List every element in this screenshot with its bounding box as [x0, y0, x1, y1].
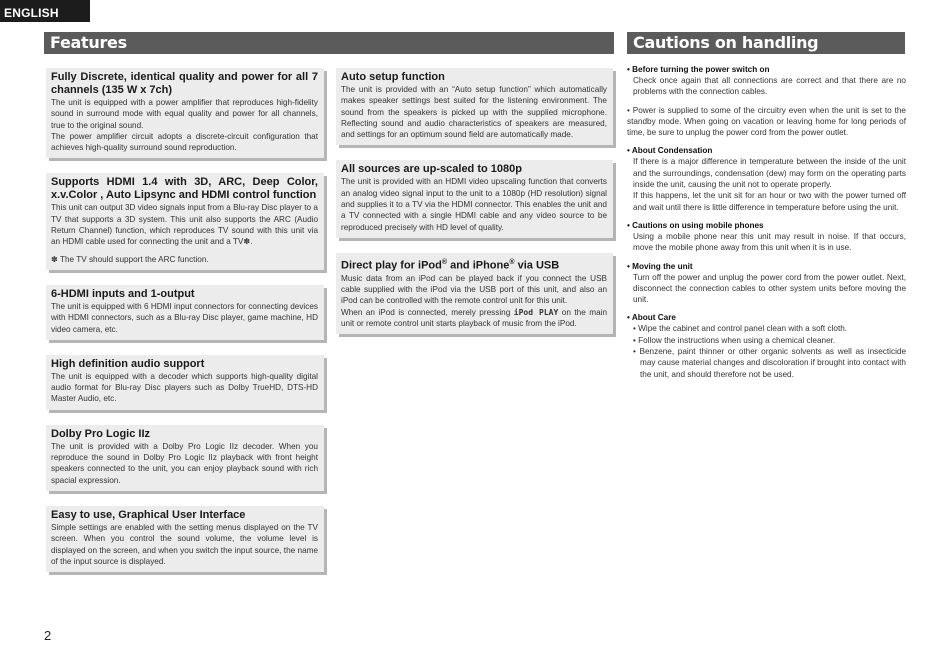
feature-title: High definition audio support [51, 357, 205, 370]
caution-care [627, 312, 906, 379]
feature-body: When an iPod is connected, merely pressing iPod PLAY on the main unit or remote control unit starts playback of music from the iPod. [341, 307, 607, 328]
cautions-column [627, 64, 906, 387]
feature-box-prologic [46, 425, 324, 491]
caution-mobile-phones [627, 220, 906, 254]
caution-body: Using a mobile phone near this unit may result in noise. If that occurs, move the mobile phone away from this unit when it is in use. [633, 231, 906, 253]
feature-body: Simple settings are enabled with the setting menus displayed on the TV screen. When you control the sound volume, the volume level is displayed on the screen, and when you switch the input source, the name of the input source is displayed. [51, 522, 318, 566]
feature-body: This unit can output 3D video signals input from a Blu-ray Disc player to a TV that supports a 3D system. This unit also supports the ARC (Audio Return Channel) function, which reproduces TV sound with this unit via an HDMI cable used for connecting the unit and a TV✽. [51, 203, 318, 247]
feature-body: The unit is provided with a Dolby Pro Logic IIz decoder. When you reproduce the sound in Dolby Pro Logic IIz playback with front height speakers connected to the unit, you can enjoy playback sound with rich spacial expression. [51, 441, 318, 485]
caution-title: • Moving the unit [627, 261, 693, 271]
caution-body: If there is a major difference in temperature between the inside of the unit and the surroundings, condensation (dew) may form on the operating parts inside the unit, causing the unit not to operate properly. [633, 157, 906, 190]
features-column-left [46, 68, 324, 587]
caution-standby [627, 105, 906, 139]
feature-title: Supports HDMI 1.4 with 3D, ARC, Deep Color, x.v.Color , Auto Lipsync and HDMI control function [51, 176, 318, 202]
feature-title: Dolby Pro Logic IIz [51, 427, 151, 440]
feature-box-upscale [336, 160, 613, 237]
caution-body: If this happens, let the unit sit for an hour or two with the power turned off and wait until there is little difference in temperature before using the unit. [633, 191, 906, 212]
feature-box-hdmi-io [46, 285, 324, 340]
caution-title: • About Condensation [627, 146, 713, 156]
feature-box-hdmi14 [46, 173, 324, 269]
feature-title: Direct play for iPod® and iPhone® via USB [341, 258, 560, 272]
list-item: • Wipe the cabinet and control panel clean with a soft cloth. [633, 324, 848, 334]
feature-body: The unit is equipped with 6 HDMI input connectors for connecting devices with HDMI connectors, such as a Blu-ray Disc player, game machine, HD video camera, etc. [51, 301, 318, 334]
feature-box-discrete [46, 68, 324, 158]
page-number: 2 [44, 628, 52, 643]
care-list [627, 323, 906, 379]
feature-title: Auto setup function [341, 71, 445, 83]
cautions-heading: Cautions on handling [627, 32, 905, 54]
list-item: • Follow the instructions when using a chemical cleaner. [633, 335, 836, 345]
caution-body: • Power is supplied to some of the circuitry even when the unit is set to the standby mode. When going on vacation or leaving home for long periods of time, be sure to unplug the power cord from the power outlet. [627, 105, 906, 138]
language-tab: ENGLISH [0, 0, 90, 22]
ipod-play-button-label: iPod PLAY [513, 307, 559, 317]
feature-title: 6-HDMI inputs and 1-output [51, 287, 195, 300]
feature-body: The unit is provided with an HDMI video upscaling function that converts an analog video signal input to the unit to a 1080p (HD resolution) signal and supplies it to a TV via the HDMI connector. This enables the unit and a TV connected with a single HDMI cable and any video source to be reproduced precisely with HD level of quality. [341, 177, 607, 232]
feature-body: The unit is equipped with a power amplifier that reproduces high-fidelity sound in surround mode with equal quality and power for all channels, true to the original sound. [51, 98, 318, 130]
feature-box-ipod [336, 253, 613, 334]
caution-moving [627, 261, 906, 306]
feature-title: All sources are up-scaled to 1080p [341, 163, 522, 176]
feature-body: The unit is equipped with a decoder which supports high-quality digital audio format for Blu-ray Disc players such as Dolby TrueHD, DTS-HD Master Audio, etc. [51, 371, 318, 404]
caution-body: Turn off the power and unplug the power cord from the power outlet. Next, disconnect the connection cables to other system units before moving the unit. [633, 272, 906, 305]
features-column-middle [336, 68, 613, 349]
feature-box-auto-setup [336, 68, 613, 145]
caution-condensation [627, 145, 906, 212]
feature-body: The unit is provided with an “Auto setup function” which automatically makes speaker settings best suited for the listening environment. The sound from the speakers is picked up with the supplied microphone. Reflecting sound and audio characteristics of speakers are measured, and settings for an optimum sound field are automatically made. [341, 85, 607, 140]
feature-body: The power amplifier circuit adopts a discrete-circuit configuration that achieves high-quality surround sound reproduction. [51, 131, 318, 153]
feature-body: Music data from an iPod can be played back if you connect the USB cable supplied with the iPod via the USB port of this unit, and also an iPod can be controlled with the remote control unit for this unit. [341, 273, 607, 306]
feature-box-gui [46, 506, 324, 572]
feature-title: Fully Discrete, identical quality and power for all 7 channels (135 W x 7ch) [51, 71, 318, 96]
caution-title: • Cautions on using mobile phones [627, 220, 764, 230]
features-heading: Features [44, 32, 614, 54]
caution-title: • About Care [627, 313, 676, 323]
feature-box-hd-audio [46, 355, 324, 410]
caution-body: Check once again that all connections are correct and that there are no problems with the connection cables. [633, 76, 906, 97]
list-item: • Benzene, paint thinner or other organic solvents as well as insecticide may cause material changes and discoloration if brought into contact with the unit, and should therefore not be used. [633, 347, 906, 379]
feature-note: ✽ The TV should support the ARC function. [51, 254, 209, 264]
caution-title: • Before turning the power switch on [627, 65, 770, 74]
caution-power-switch [627, 64, 906, 98]
feature-title: Easy to use, Graphical User Interface [51, 508, 246, 521]
